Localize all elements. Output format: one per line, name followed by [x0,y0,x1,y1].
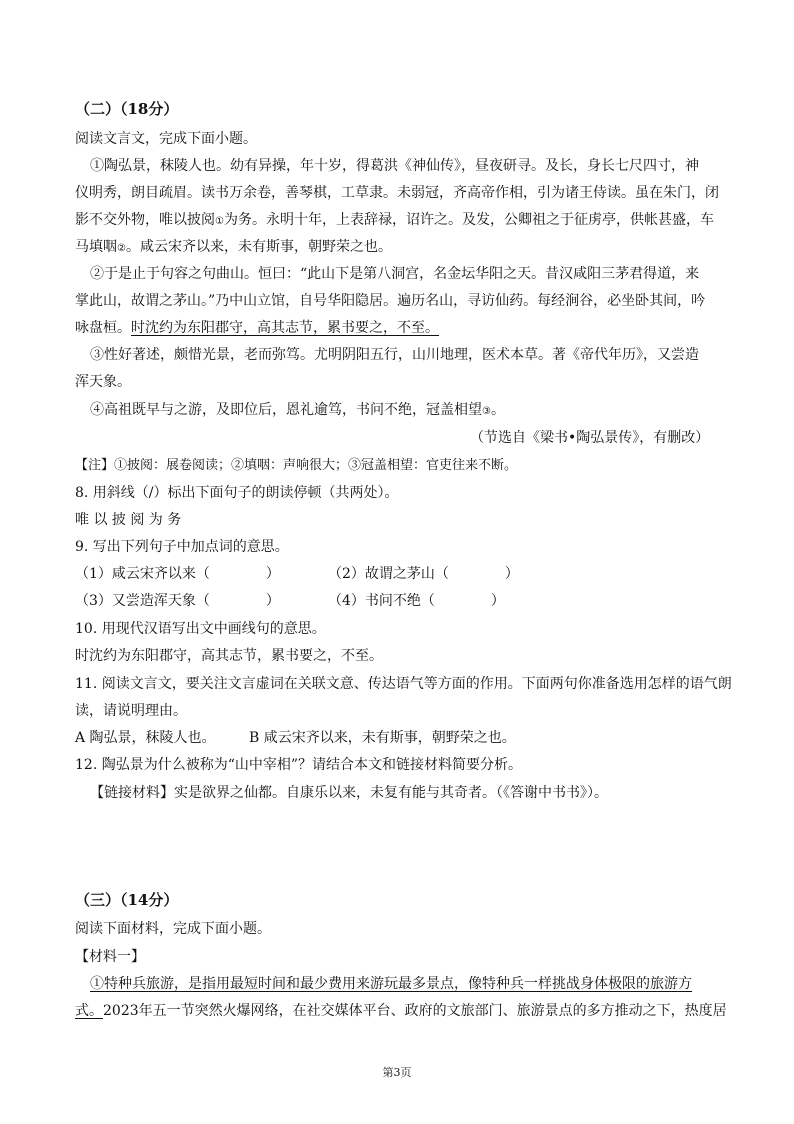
question-9: 9. 写出下列句子中加点词的意思。 [75,539,289,555]
instruction-text: 阅读下面材料，完成下面小题。 [75,921,271,937]
passage-text: ④高祖既早与之游，及即位后，恩礼逾笃，书问不绝，冠盖相望 [90,402,482,418]
section-heading: （三）（14分） [75,891,179,909]
section-heading: （二）（18分） [75,100,179,118]
question-11-option-a: A 陶弘景，秣陵人也。 [75,730,216,746]
passage-line: ①陶弘景，秣陵人也。幼有异操，年十岁，得葛洪《神仙传》，昼夜研寻。及长，身长七尺四寸，神 [90,158,699,174]
question-9-item: （1）咸云宋齐以来（ ） [75,566,280,582]
annotation-note: 【注】①披阅：展卷阅读；②填咽：声响很大；③冠盖相望：官吏往来不断。 [75,458,518,473]
question-11-option-b: B 咸云宋齐以来，未有斯事，朝野荣之也。 [249,730,516,746]
passage-line [75,211,714,231]
passage-line [75,319,439,337]
source-citation: （节选自《梁书•陶弘景传》，有删改） [470,430,710,446]
question-12: 12. 陶弘景为什么被称为“山中宰相”？请结合本文和链接材料简要分析。 [75,757,523,773]
page-number: 第3页 [382,1066,412,1079]
question-9-item: （2）故谓之茅山（ ） [328,566,519,582]
passage-line: ③性好著述，颇惜光景，老而弥笃。尤明阴阳五行，山川地理，医术本草。著《帝代年历》，又尝造 [90,347,699,363]
passage-line: 浑天象。 [75,374,131,390]
passage-line [90,401,505,421]
passage-line: 掌此山，故谓之茅山。”乃中山立馆，自号华阳隐居。遍历名山，寻访仙药。每经涧谷，必坐卧其间，吟 [75,293,706,309]
passage-line: 仪明秀，朗目疏眉。读书万余卷，善琴棋，工草隶。未弱冠，齐高帝作相，引为诸王侍读。虽在朱门，闭 [75,185,719,201]
question-11: 11. 阅读文言文，要关注文言虚词在关联文意、传达语气等方面的作用。下面两句你准备选用怎样的语气朗 [75,676,732,692]
passage-line [75,1002,727,1020]
passage-text: 。 [490,402,505,418]
underlined-sentence: 式。 [75,1003,103,1019]
passage-text: 影不交外物，唯以披阅 [75,212,215,228]
underlined-sentence: 时沈约为东阳郡守，高其志节，累书要之，不至。 [131,320,439,336]
passage-line: ②于是止于句容之句曲山。恒曰：“此山下是第八洞宫，名金坛华阳之天。昔汉咸阳三茅君得道，来 [90,266,700,282]
question-10: 10. 用现代汉语写出文中画线句的意思。 [75,621,326,637]
instruction-text: 阅读文言文，完成下面小题。 [75,131,257,147]
question-8: 8. 用斜线（/）标出下面句子的朗读停顿（共两处）。 [75,485,399,501]
question-11-cont: 读，请说明理由。 [75,703,187,719]
note-marker: ② [117,243,126,254]
question-8-sentence: 唯 以 披 阅 为 务 [75,512,182,528]
passage-line [75,238,392,258]
passage-text: 咏盘桓。 [75,320,131,336]
passage-text: 马填咽 [75,239,117,255]
link-material: 【链接材料】实是欲界之仙都。自康乐以来，未复有能与其奇者。（《答谢中书书》）。 [90,785,608,801]
material-label: 【材料一】 [75,949,145,965]
question-9-item: （4）书问不绝（ ） [328,593,505,609]
passage-text: 为务。永明十年，上表辞禄，诏许之。及发，公卿祖之于征虏亭，供帐甚盛，车 [223,212,714,228]
question-9-item: （3）又尝造浑天象（ ） [75,593,280,609]
question-10-sentence: 时沈约为东阳郡守，高其志节，累书要之，不至。 [75,648,383,664]
passage-text: 2023年五一节突然火爆网络，在社交媒体平台、政府的文旅部门、旅游景点的多方推动之下，热度居 [103,1003,727,1019]
note-marker: ① [215,216,224,227]
passage-text: 。咸云宋齐以来，未有斯事，朝野荣之也。 [125,239,392,255]
note-marker: ③ [482,406,491,417]
underlined-sentence: ①特种兵旅游，是指用最短时间和最少费用来游玩最多景点，像特种兵一样挑战身体极限的旅游方 [90,976,692,992]
